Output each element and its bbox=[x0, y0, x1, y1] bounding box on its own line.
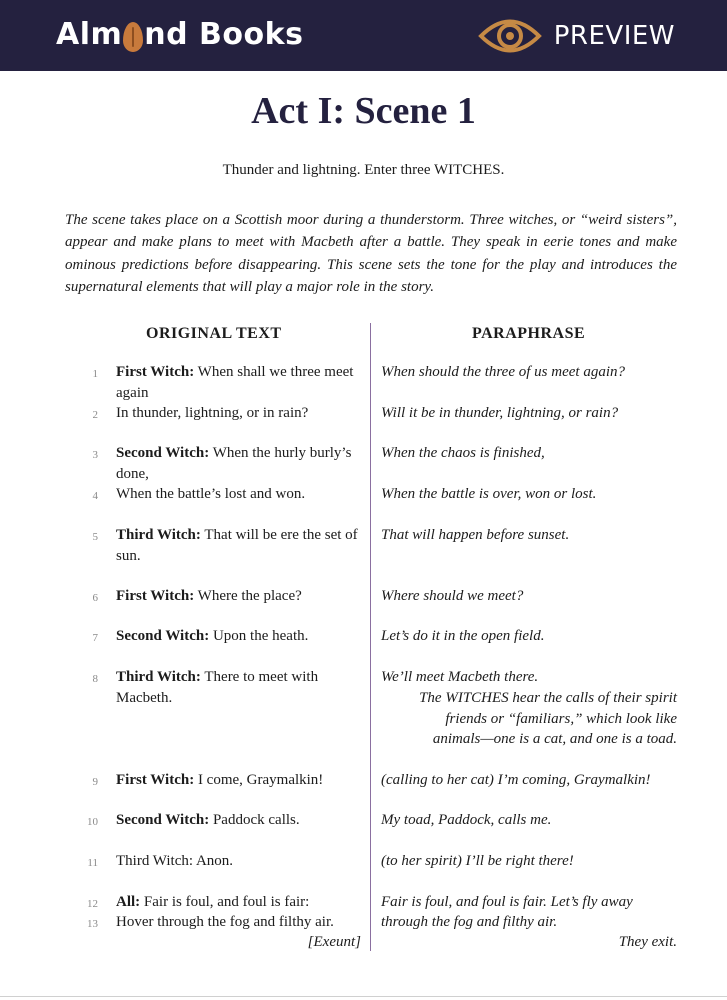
line-number: 9 bbox=[92, 776, 98, 788]
original-line bbox=[116, 770, 368, 791]
original-line bbox=[116, 443, 368, 484]
speaker: Second Witch: bbox=[116, 445, 210, 461]
original-line bbox=[116, 626, 368, 647]
paraphrase-line: Where should we meet? bbox=[381, 588, 524, 604]
original-line bbox=[116, 892, 368, 913]
line-number: 2 bbox=[92, 409, 98, 421]
paraphrase-line: through the fog and filthy air. bbox=[381, 914, 558, 930]
paraphrase-line: Fair is foul, and foul is fair. Let’s fly away bbox=[381, 894, 633, 910]
paraphrase-line: We’ll meet Macbeth there. bbox=[381, 669, 539, 685]
page-bottom-rule bbox=[0, 996, 727, 997]
scene-summary: The scene takes place on a Scottish moor during a thunderstorm. Three witches, or “weird sisters”, appear and make plans to meet with Macbeth after a battle. They speak in eerie tones and make ominous predictions before disappearing. This scene sets the tone for the play and introduces the supernatural elements that will play a major role in the story. bbox=[65, 212, 677, 295]
line-number: 11 bbox=[87, 857, 98, 869]
line-number: 5 bbox=[92, 531, 98, 543]
original-line bbox=[116, 667, 368, 708]
almond-icon bbox=[123, 22, 143, 52]
speaker: Third Witch: bbox=[116, 669, 201, 685]
brand-logo[interactable] bbox=[56, 12, 303, 58]
line-number: 7 bbox=[92, 632, 98, 644]
column-header-paraphrase: PARAPHRASE bbox=[472, 325, 586, 342]
line-text: I come, Graymalkin! bbox=[194, 772, 324, 788]
line-text: Hover through the fog and filthy air. bbox=[116, 914, 334, 930]
line-text: In thunder, lightning, or in rain? bbox=[116, 405, 309, 421]
speaker: Second Witch: bbox=[116, 628, 210, 644]
line-number: 6 bbox=[92, 592, 98, 604]
line-text: Fair is foul, and foul is fair: bbox=[140, 894, 310, 910]
paraphrase-line: When the battle is over, won or lost. bbox=[381, 486, 597, 502]
paraphrase-line: When should the three of us meet again? bbox=[381, 364, 625, 380]
speaker: First Witch: bbox=[116, 364, 195, 380]
line-text: Where the place? bbox=[194, 588, 302, 604]
line-number: 4 bbox=[92, 490, 98, 502]
line-text: When the battle’s lost and won. bbox=[116, 486, 306, 502]
original-line bbox=[116, 362, 368, 403]
header-bar bbox=[0, 0, 727, 71]
speaker: All: bbox=[116, 894, 141, 910]
speaker: First Witch: bbox=[116, 772, 195, 788]
page-title: Act I: Scene 1 bbox=[251, 90, 476, 132]
column-divider bbox=[370, 323, 371, 951]
line-number: 8 bbox=[92, 673, 98, 685]
line-text: Upon the heath. bbox=[209, 628, 309, 644]
line-text: Paddock calls. bbox=[209, 812, 300, 828]
eye-icon bbox=[478, 13, 542, 59]
speaker: First Witch: bbox=[116, 588, 195, 604]
line-text: There to meet with Macbeth. bbox=[116, 669, 319, 706]
original-line bbox=[116, 851, 368, 872]
line-text: When the hurly burly’s done, bbox=[116, 445, 352, 482]
line-number: 1 bbox=[92, 368, 98, 380]
paraphrase-line: (calling to her cat) I’m coming, Graymalkin! bbox=[381, 772, 651, 788]
line-number: 13 bbox=[87, 918, 98, 930]
stage-direction: Thunder and lightning. Enter three WITCHES. bbox=[222, 162, 505, 178]
logo-text-prefix: Alm bbox=[56, 17, 123, 52]
paraphrase-line: When the chaos is finished, bbox=[381, 445, 545, 461]
speaker: Third Witch: bbox=[116, 527, 201, 543]
logo-text-suffix: nd Books bbox=[144, 17, 304, 52]
original-line bbox=[116, 586, 368, 607]
exit-note: They exit. bbox=[618, 934, 677, 950]
speaker: Second Witch: bbox=[116, 812, 210, 828]
line-text: That will be ere the set of sun. bbox=[116, 527, 358, 564]
original-line bbox=[116, 912, 368, 933]
original-line bbox=[116, 525, 368, 566]
original-line bbox=[116, 403, 368, 424]
paraphrase-line: That will happen before sunset. bbox=[381, 527, 570, 543]
preview-label: PREVIEW bbox=[553, 21, 675, 51]
exeunt-direction: [Exeunt] bbox=[307, 934, 361, 950]
line-number: 12 bbox=[87, 898, 98, 910]
line-text: When shall we three meet again bbox=[116, 364, 354, 401]
line-text: Third Witch: Anon. bbox=[116, 853, 234, 869]
paraphrase-line: Will it be in thunder, lightning, or rain? bbox=[381, 405, 619, 421]
preview-badge[interactable] bbox=[478, 13, 675, 59]
line-number: 3 bbox=[92, 449, 98, 461]
original-line bbox=[116, 810, 368, 831]
paraphrase-line: (to her spirit) I’ll be right there! bbox=[381, 853, 574, 869]
line-number: 10 bbox=[87, 816, 98, 828]
stage-direction-note: The WITCHES hear the calls of their spirit friends or “familiars,” which look like animals—one is a cat, and one is a toad. bbox=[419, 690, 677, 747]
column-header-original: ORIGINAL TEXT bbox=[146, 325, 282, 342]
paraphrase-line: Let’s do it in the open field. bbox=[381, 628, 545, 644]
original-line bbox=[116, 484, 368, 505]
paraphrase-line: My toad, Paddock, calls me. bbox=[381, 812, 552, 828]
